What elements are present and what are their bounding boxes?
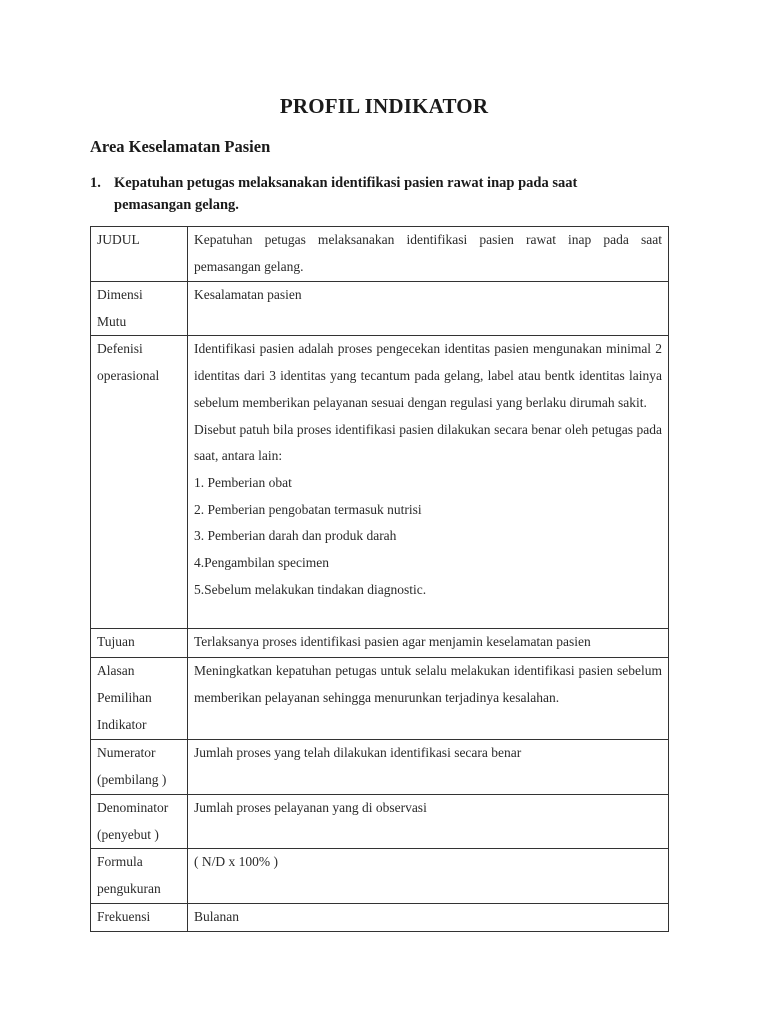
- value-alasan-pemilihan: Meningkatkan kepatuhan petugas untuk selalu melakukan identifikasi pasien sebelum memberikan pelayanan sehingga menurunkan terjadinya kesalahan.: [188, 658, 669, 740]
- label-line: Numerator: [97, 745, 156, 761]
- value-denominator: Jumlah proses pelayanan yang di observasi: [188, 794, 669, 848]
- table-row: [91, 629, 669, 658]
- label-denominator: [91, 794, 188, 848]
- label-line: pengukuran: [97, 880, 161, 896]
- table-row: [91, 794, 669, 848]
- value-dimensi-mutu: Kesalamatan pasien: [188, 282, 669, 336]
- table-row: [91, 336, 669, 629]
- label-line: Alasan: [97, 663, 135, 679]
- table-row: [91, 849, 669, 903]
- page-title: PROFIL INDIKATOR: [279, 94, 489, 118]
- value-defenisi-operasional: [188, 336, 669, 629]
- label-numerator: [91, 740, 188, 794]
- label-line: (penyebut ): [97, 826, 159, 842]
- value-formula-pengukuran: ( N/D x 100% ): [188, 849, 669, 903]
- table-row: [91, 227, 669, 282]
- value-numerator: Jumlah proses yang telah dilakukan identifikasi secara benar: [188, 740, 669, 794]
- section-heading: Area Keselamatan Pasien: [90, 137, 271, 156]
- indicator-item-heading: [90, 172, 634, 216]
- definition-paragraph: Identifikasi pasien adalah proses pengecekan identitas pasien mengunakan minimal 2 identitas dari 3 identitas yang tecantum pada gelang, label atau bentk identitas lainya sebelum memberikan pelayanan sesuai dengan regulasi yang berlaku dirumah sakit.: [194, 341, 662, 410]
- label-line: Formula: [97, 854, 143, 870]
- item-title: Kepatuhan petugas melaksanakan identifikasi pasien rawat inap pada saat pemasangan gelang.: [114, 175, 578, 213]
- list-item: 3. Pemberian darah dan produk darah: [194, 528, 397, 544]
- list-item: 4.Pengambilan specimen: [194, 555, 329, 571]
- list-item: 1. Pemberian obat: [194, 474, 292, 490]
- label-tujuan: Tujuan: [91, 629, 188, 658]
- label-formula-pengukuran: [91, 849, 188, 903]
- table-row: [91, 740, 669, 794]
- label-line: Dimensi: [97, 287, 143, 302]
- label-judul: JUDUL: [91, 227, 188, 282]
- list-item: 2. Pemberian pengobatan termasuk nutrisi: [194, 501, 422, 517]
- table-row: [91, 658, 669, 740]
- list-item: 5.Sebelum melakukan tindakan diagnostic.: [194, 581, 427, 597]
- table-row: [91, 282, 669, 336]
- label-line: Mutu: [97, 313, 127, 329]
- value-tujuan: Terlaksanya proses identifikasi pasien agar menjamin keselamatan pasien: [188, 629, 669, 658]
- label-line: Denominator: [97, 799, 169, 815]
- label-dimensi-mutu: [91, 282, 188, 336]
- label-alasan-pemilihan: [91, 658, 188, 740]
- label-line: Indikator: [97, 716, 147, 732]
- label-frekuensi: Frekuensi: [91, 903, 188, 931]
- label-defenisi-operasional: [91, 336, 188, 629]
- table-row: [91, 903, 669, 931]
- label-line: (pembilang ): [97, 772, 167, 788]
- item-number: 1.: [90, 175, 101, 191]
- criteria-paragraph: Disebut patuh bila proses identifikasi pasien dilakukan secara benar oleh petugas pada saat, antara lain:: [194, 421, 662, 464]
- value-frekuensi: Bulanan: [188, 903, 669, 931]
- label-line: operasional: [97, 368, 160, 384]
- label-line: Pemilihan: [97, 690, 152, 706]
- label-line: Defenisi: [97, 341, 143, 357]
- indicator-profile-table: [90, 226, 669, 932]
- value-judul: Kepatuhan petugas melaksanakan identifikasi pasien rawat inap pada saat pemasangan gelang.: [188, 227, 669, 282]
